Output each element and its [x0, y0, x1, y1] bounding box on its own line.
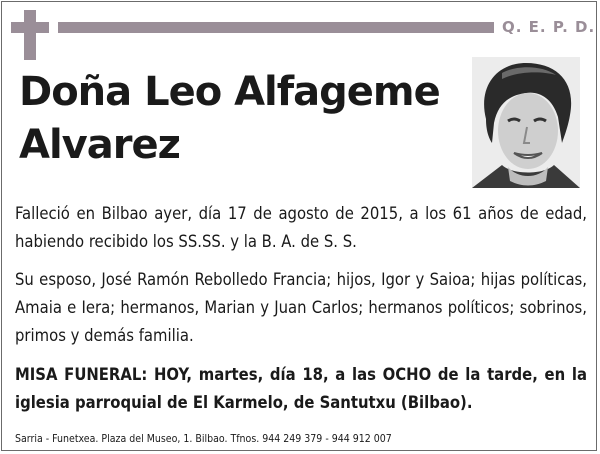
- header-rule: [58, 22, 494, 33]
- family-paragraph: Su esposo, José Ramón Rebolledo Francia; hijos, Igor y Saioa; hijas políticas, Amaia e Iera; hermanos, Marian y Juan Carlos; hermanos políticos; sobrinos, primos y demás familia.: [15, 270, 587, 345]
- cross-icon-horizontal: [11, 22, 49, 33]
- deceased-name: Doña Leo Alfageme Alvarez: [19, 69, 440, 168]
- funeral-notice: MISA FUNERAL: HOY, martes, día 18, a las OCHO de la tarde, en la iglesia parroquial de El Karmelo, de Santutxu (Bilbao).: [15, 365, 587, 412]
- portrait-image: [472, 57, 580, 188]
- cross-icon-vertical: [24, 10, 36, 60]
- deceased-photo: [472, 57, 580, 188]
- funeral-home-footer: Sarria - Funetxea. Plaza del Museo, 1. Bilbao. Tfnos. 944 249 379 - 944 912 007: [15, 433, 392, 445]
- death-details-paragraph: Falleció en Bilbao ayer, día 17 de agosto de 2015, a los 61 años de edad, habiendo recibido los SS.SS. y la B. A. de S. S.: [15, 204, 587, 251]
- qepd-label: Q. E. P. D.: [502, 18, 596, 36]
